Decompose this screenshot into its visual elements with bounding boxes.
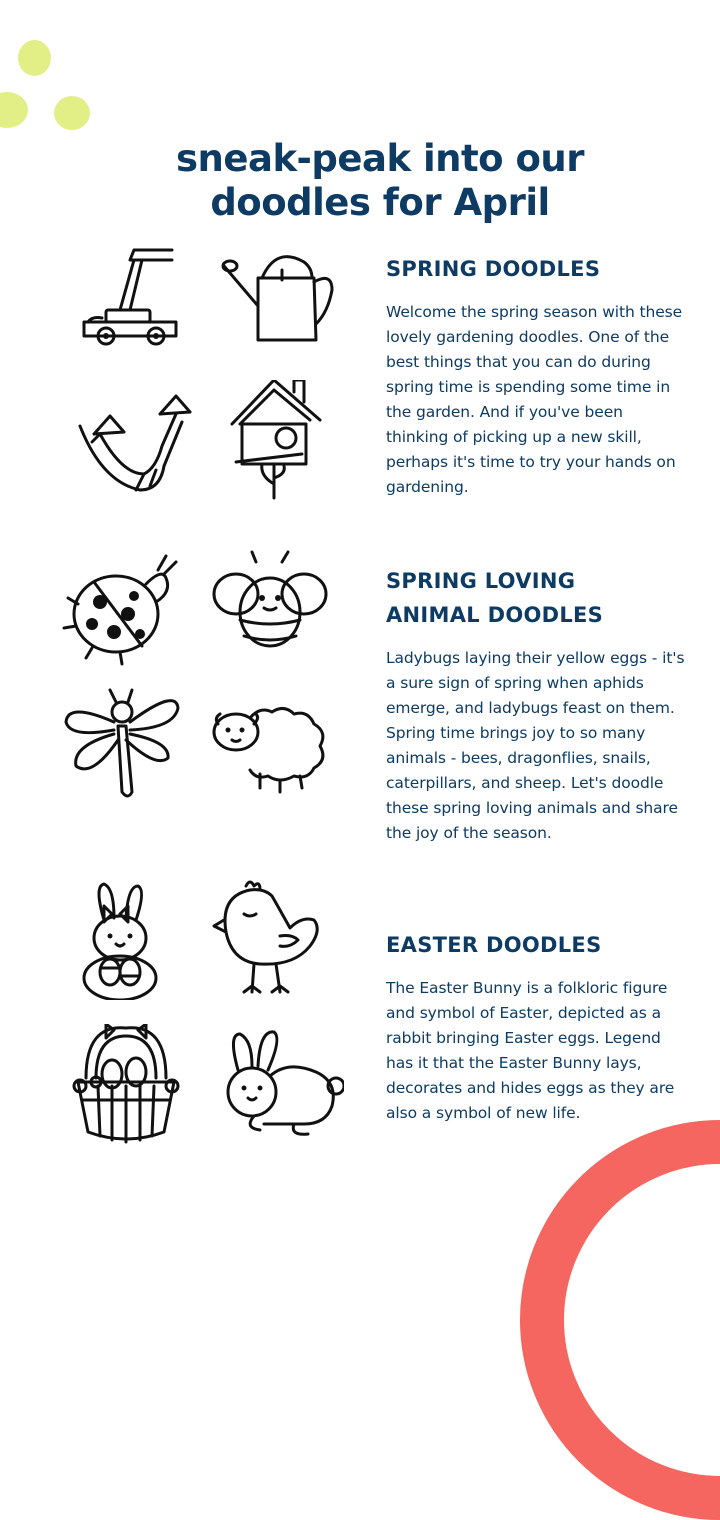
heading-line: EASTER DOODLES <box>386 933 602 957</box>
heading-line: ANIMAL DOODLES <box>386 603 604 627</box>
title-line: doodles for April <box>210 180 550 224</box>
section-text <box>386 564 686 846</box>
easter-doodles-section <box>0 876 720 1166</box>
heading-line: SPRING LOVING <box>386 569 576 593</box>
heading-line: SPRING DOODLES <box>386 257 601 281</box>
animal-doodles-section <box>0 548 720 842</box>
decorative-dot <box>54 96 90 130</box>
decorative-dot <box>18 40 51 76</box>
watering-can-icon <box>218 240 338 360</box>
title-line: sneak-peak into our <box>176 136 584 180</box>
section-heading <box>386 928 686 962</box>
section-text <box>386 928 686 1126</box>
easter-basket-icon <box>66 1024 186 1144</box>
page-title <box>100 137 660 225</box>
spring-doodles-section <box>0 236 720 526</box>
rabbit-icon <box>224 1024 344 1144</box>
bee-icon <box>208 548 328 668</box>
section-body: Ladybugs laying their yellow eggs - it's a sure sign of spring when aphids emerge, and ladybugs feast on them. Spring time brings joy to so many animals - bees, dragonflies, snails, caterpillars, and sheep. Let's doodle these spring loving animals and share the joy of the season. <box>386 649 685 842</box>
ladybug-icon <box>62 548 182 668</box>
section-heading <box>386 564 686 632</box>
chick-icon <box>210 876 330 996</box>
birdhouse-icon <box>222 380 342 500</box>
decorative-dot <box>0 92 28 128</box>
section-text <box>386 252 686 500</box>
hammock-icon <box>72 386 192 506</box>
sheep-icon <box>210 688 330 808</box>
dragonfly-icon <box>62 682 182 802</box>
section-heading <box>386 252 686 286</box>
lawn-mower-icon <box>72 240 192 360</box>
section-body: Welcome the spring season with these lovely gardening doodles. One of the best things that you can do during spring time is spending some time in the garden. And if you've been thinking of picking up a new skill, perhaps it's time to try your hands on gardening. <box>386 303 683 496</box>
decorative-arc <box>520 1120 720 1520</box>
section-body: The Easter Bunny is a folkloric figure and symbol of Easter, depicted as a rabbit bringing Easter eggs. Legend has it that the Easter Bunny lays, decorates and hides eggs as they are also a symbol of new life. <box>386 979 675 1122</box>
bunny-with-eggs-icon <box>60 880 180 1000</box>
